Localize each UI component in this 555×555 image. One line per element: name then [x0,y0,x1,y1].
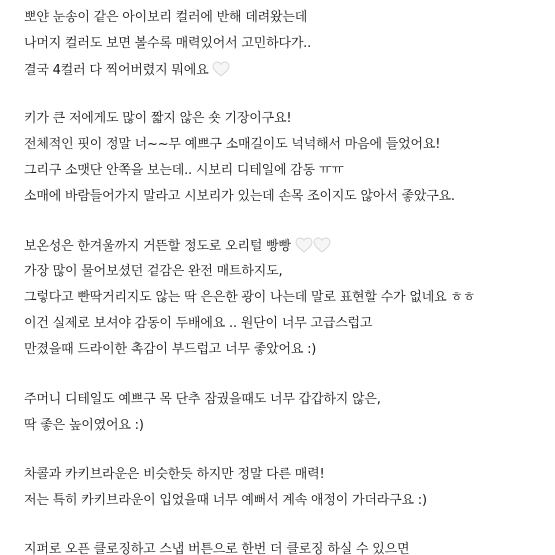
white-heart-icon [313,237,331,253]
review-line: 전체적인 핏이 정말 너~~무 예쁘구 소매길이도 넉넉해서 마음에 들었어요! [24,137,441,152]
review-line: 만졌을때 드라이한 촉감이 부드럽고 너무 좋았어요 :) [24,342,317,357]
review-line: 나머지 컬러도 보면 볼수록 매력있어서 고민하다가.. [24,36,312,51]
review-line: 소매에 바람들어가지 말라고 시보리가 있는데 손목 조이지도 않아서 좋았구요. [24,189,455,204]
review-line: 딱 좋은 높이였어요 :) [24,418,144,433]
white-heart-icon [295,237,313,253]
review-line: 결국 4컬러 다 찍어버렸지 뭐에요 [24,61,230,80]
review-line: 뽀얀 눈송이 같은 아이보리 컬러에 반해 데려왔는데 [24,10,308,25]
review-line: 보온성은 한겨울까지 거뜬할 정도로 오리털 빵빵 [24,237,331,256]
review-line: 주머니 디테일도 예쁘구 목 단추 잠궜을때도 너무 갑갑하지 않은, [24,392,381,407]
review-line: 차콜과 카키브라운은 비슷한듯 하지만 정말 다른 매력! [24,467,325,482]
review-line: 가장 많이 물어보셨던 겉감은 완전 매트하지도, [24,264,283,279]
review-line: 지퍼로 오픈 클로징하고 스냅 버튼으로 한번 더 클로징 하실 수 있으면 [24,542,410,555]
review-line: 키가 큰 저에게도 많이 짧지 않은 숏 기장이구요! [24,111,292,126]
review-line: 그렇다고 빤딱거리지도 않는 딱 은은한 광이 나는데 말로 표현할 수가 없네요 ㅎㅎ [24,290,476,305]
white-heart-icon [212,61,230,77]
review-line: 그리구 소맷단 안쪽을 보는데.. 시보리 디테일에 감동 ㅠㅠ [24,163,344,178]
review-line: 저는 특히 카키브라운이 입었을때 너무 예뻐서 계속 애정이 가더라구요 :) [24,493,427,508]
review-line: 이건 실제로 보셔야 감동이 두배에요 .. 원단이 너무 고급스럽고 [24,316,373,331]
